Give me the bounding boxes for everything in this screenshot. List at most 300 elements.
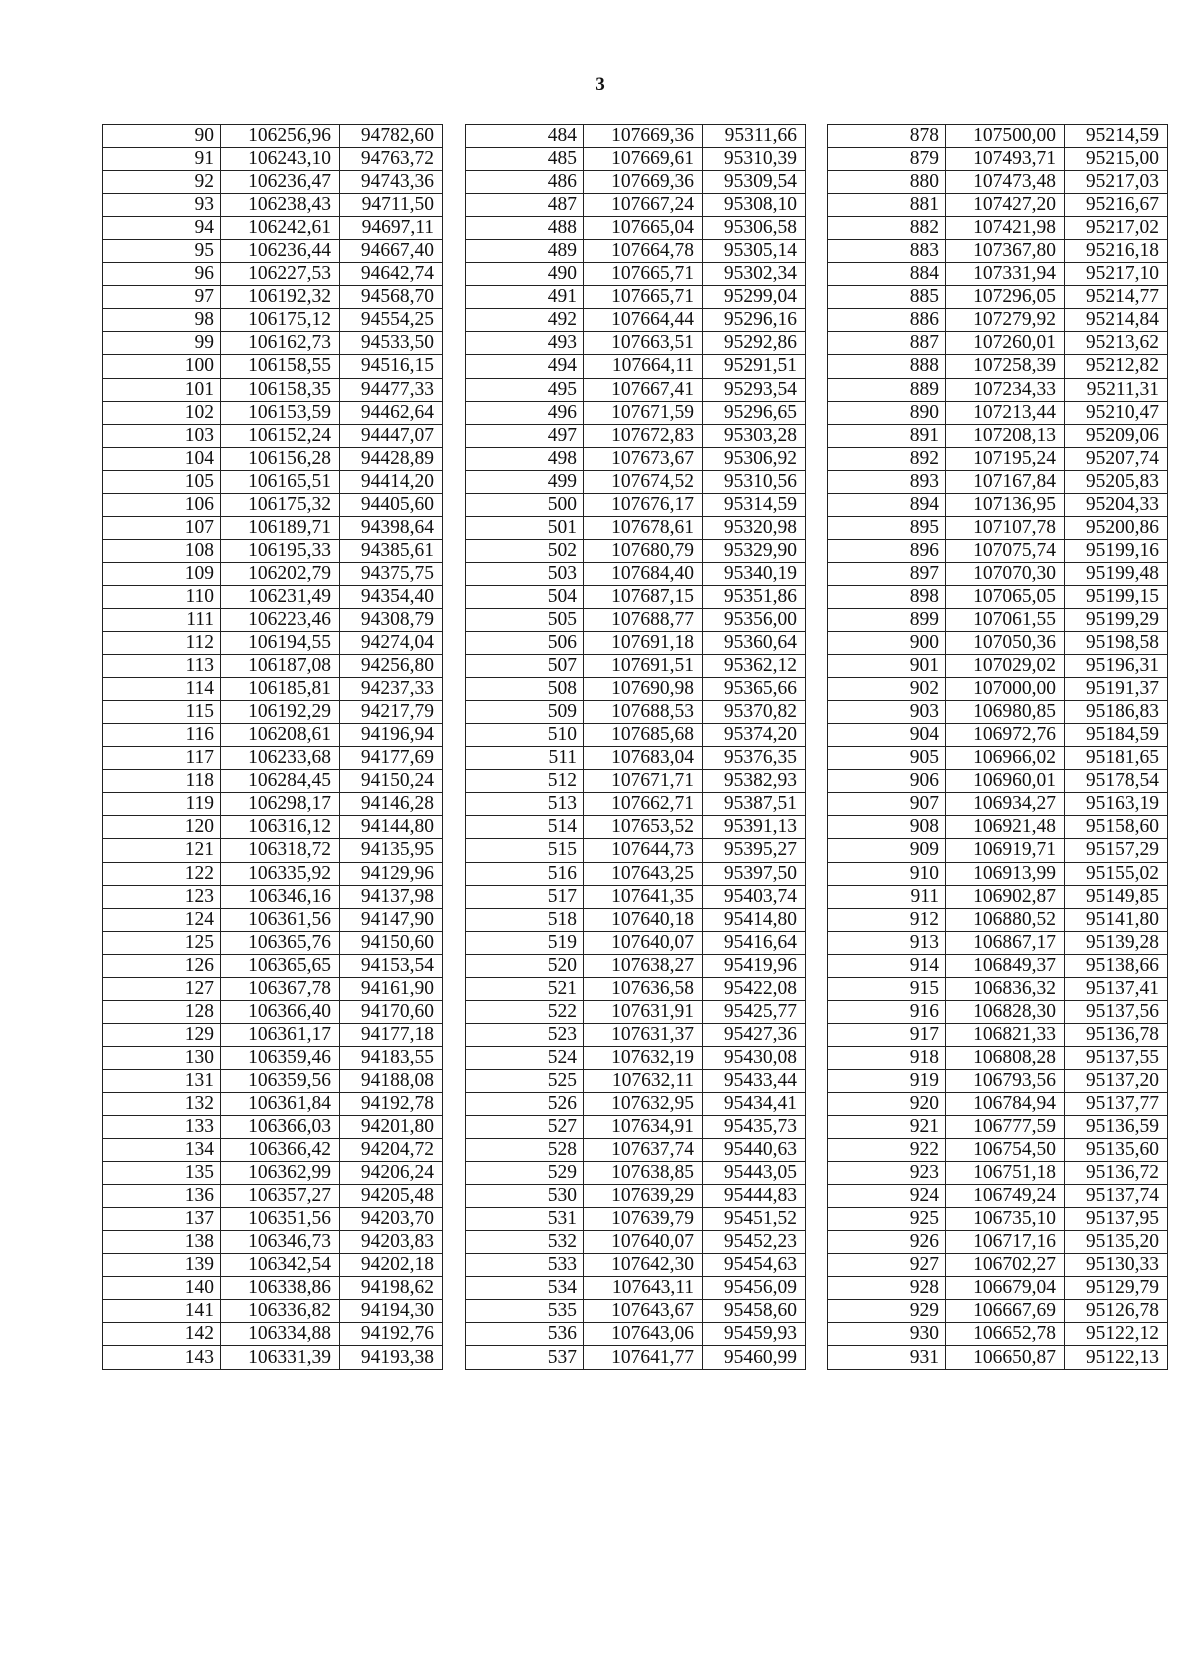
y-coordinate-cell: 94183,55 (340, 1046, 443, 1069)
table-row (828, 470, 1168, 493)
point-number-cell: 111 (103, 608, 221, 631)
y-coordinate-cell: 94462,64 (340, 401, 443, 424)
y-coordinate-cell: 95199,48 (1065, 562, 1168, 585)
table-row (466, 1046, 806, 1069)
table-row (828, 1162, 1168, 1185)
table-row (466, 1092, 806, 1115)
y-coordinate-cell: 95214,84 (1065, 309, 1168, 332)
x-coordinate-cell: 106187,08 (221, 655, 340, 678)
point-number-cell: 921 (828, 1116, 946, 1139)
x-coordinate-cell: 106777,59 (946, 1116, 1065, 1139)
table-row (828, 1023, 1168, 1046)
y-coordinate-cell: 95451,52 (703, 1208, 806, 1231)
table-row (103, 724, 443, 747)
point-number-cell: 912 (828, 908, 946, 931)
y-coordinate-cell: 94144,80 (340, 816, 443, 839)
point-number-cell: 918 (828, 1046, 946, 1069)
table-row (103, 770, 443, 793)
table-row (466, 1323, 806, 1346)
y-coordinate-cell: 95456,09 (703, 1277, 806, 1300)
point-number-cell: 886 (828, 309, 946, 332)
point-number-cell: 890 (828, 401, 946, 424)
y-coordinate-cell: 94192,78 (340, 1092, 443, 1115)
point-number-cell: 94 (103, 217, 221, 240)
table-row (828, 562, 1168, 585)
table-row (828, 977, 1168, 1000)
x-coordinate-cell: 107213,44 (946, 401, 1065, 424)
table-row (103, 148, 443, 171)
x-coordinate-cell: 106749,24 (946, 1185, 1065, 1208)
y-coordinate-cell: 95157,29 (1065, 839, 1168, 862)
x-coordinate-cell: 106980,85 (946, 701, 1065, 724)
point-number-cell: 487 (466, 194, 584, 217)
point-number-cell: 917 (828, 1023, 946, 1046)
point-number-cell: 95 (103, 240, 221, 263)
x-coordinate-cell: 106153,59 (221, 401, 340, 424)
point-number-cell: 889 (828, 378, 946, 401)
x-coordinate-cell: 107673,67 (584, 447, 703, 470)
point-number-cell: 93 (103, 194, 221, 217)
table-row (103, 1323, 443, 1346)
y-coordinate-cell: 95137,74 (1065, 1185, 1168, 1208)
table-row (103, 194, 443, 217)
x-coordinate-cell: 106236,47 (221, 171, 340, 194)
y-coordinate-cell: 95137,55 (1065, 1046, 1168, 1069)
table-row (103, 539, 443, 562)
table-row (103, 1254, 443, 1277)
table-row (466, 516, 806, 539)
point-number-cell: 881 (828, 194, 946, 217)
y-coordinate-cell: 95138,66 (1065, 954, 1168, 977)
x-coordinate-cell: 106902,87 (946, 885, 1065, 908)
point-number-cell: 118 (103, 770, 221, 793)
x-coordinate-cell: 107667,24 (584, 194, 703, 217)
table-row (466, 194, 806, 217)
table-row (103, 286, 443, 309)
x-coordinate-cell: 106960,01 (946, 770, 1065, 793)
y-coordinate-cell: 95351,86 (703, 585, 806, 608)
table-row (466, 585, 806, 608)
y-coordinate-cell: 95135,60 (1065, 1139, 1168, 1162)
y-coordinate-cell: 95196,31 (1065, 655, 1168, 678)
table-row (466, 424, 806, 447)
table-row (828, 1185, 1168, 1208)
point-number-cell: 537 (466, 1346, 584, 1369)
y-coordinate-cell: 95452,23 (703, 1231, 806, 1254)
point-number-cell: 906 (828, 770, 946, 793)
point-number-cell: 892 (828, 447, 946, 470)
y-coordinate-cell: 95149,85 (1065, 885, 1168, 908)
x-coordinate-cell: 107640,18 (584, 908, 703, 931)
table-row (103, 701, 443, 724)
point-number-cell: 878 (828, 125, 946, 148)
table-row (103, 862, 443, 885)
point-number-cell: 920 (828, 1092, 946, 1115)
point-number-cell: 134 (103, 1139, 221, 1162)
point-number-cell: 107 (103, 516, 221, 539)
point-number-cell: 143 (103, 1346, 221, 1369)
x-coordinate-cell: 106751,18 (946, 1162, 1065, 1185)
y-coordinate-cell: 95422,08 (703, 977, 806, 1000)
point-number-cell: 888 (828, 355, 946, 378)
y-coordinate-cell: 95137,77 (1065, 1092, 1168, 1115)
x-coordinate-cell: 107669,61 (584, 148, 703, 171)
x-coordinate-cell: 106231,49 (221, 585, 340, 608)
point-number-cell: 924 (828, 1185, 946, 1208)
y-coordinate-cell: 95212,82 (1065, 355, 1168, 378)
y-coordinate-cell: 95163,19 (1065, 793, 1168, 816)
table-row (466, 539, 806, 562)
y-coordinate-cell: 95391,13 (703, 816, 806, 839)
x-coordinate-cell: 107665,71 (584, 286, 703, 309)
y-coordinate-cell: 94642,74 (340, 263, 443, 286)
y-coordinate-cell: 94135,95 (340, 839, 443, 862)
table-row (466, 770, 806, 793)
y-coordinate-cell: 95216,18 (1065, 240, 1168, 263)
y-coordinate-cell: 94194,30 (340, 1300, 443, 1323)
y-coordinate-cell: 95211,31 (1065, 378, 1168, 401)
y-coordinate-cell: 94477,33 (340, 378, 443, 401)
x-coordinate-cell: 107663,51 (584, 332, 703, 355)
y-coordinate-cell: 94147,90 (340, 908, 443, 931)
table-row (103, 839, 443, 862)
table-row (828, 839, 1168, 862)
point-number-cell: 504 (466, 585, 584, 608)
y-coordinate-cell: 95382,93 (703, 770, 806, 793)
point-number-cell: 120 (103, 816, 221, 839)
table-row (103, 1208, 443, 1231)
x-coordinate-cell: 107643,25 (584, 862, 703, 885)
y-coordinate-cell: 94137,98 (340, 885, 443, 908)
y-coordinate-cell: 95186,83 (1065, 701, 1168, 724)
y-coordinate-cell: 95365,66 (703, 678, 806, 701)
x-coordinate-cell: 106208,61 (221, 724, 340, 747)
table-row (828, 1092, 1168, 1115)
point-number-cell: 126 (103, 954, 221, 977)
table-row (466, 1139, 806, 1162)
point-number-cell: 521 (466, 977, 584, 1000)
point-number-cell: 506 (466, 632, 584, 655)
x-coordinate-cell: 106784,94 (946, 1092, 1065, 1115)
table-row (828, 171, 1168, 194)
x-coordinate-cell: 106934,27 (946, 793, 1065, 816)
x-coordinate-cell: 106913,99 (946, 862, 1065, 885)
x-coordinate-cell: 106256,96 (221, 125, 340, 148)
point-number-cell: 105 (103, 470, 221, 493)
y-coordinate-cell: 94398,64 (340, 516, 443, 539)
table-row (103, 263, 443, 286)
point-number-cell: 911 (828, 885, 946, 908)
table-row (103, 493, 443, 516)
y-coordinate-cell: 95178,54 (1065, 770, 1168, 793)
point-number-cell: 895 (828, 516, 946, 539)
y-coordinate-cell: 94256,80 (340, 655, 443, 678)
x-coordinate-cell: 107260,01 (946, 332, 1065, 355)
x-coordinate-cell: 106331,39 (221, 1346, 340, 1369)
y-coordinate-cell: 94711,50 (340, 194, 443, 217)
y-coordinate-cell: 95296,65 (703, 401, 806, 424)
table-row (466, 1185, 806, 1208)
y-coordinate-cell: 95207,74 (1065, 447, 1168, 470)
y-coordinate-cell: 95425,77 (703, 1000, 806, 1023)
x-coordinate-cell: 107665,71 (584, 263, 703, 286)
x-coordinate-cell: 106366,03 (221, 1116, 340, 1139)
table-row (466, 931, 806, 954)
x-coordinate-cell: 107638,27 (584, 954, 703, 977)
table-row (828, 217, 1168, 240)
point-number-cell: 535 (466, 1300, 584, 1323)
y-coordinate-cell: 95460,99 (703, 1346, 806, 1369)
point-number-cell: 517 (466, 885, 584, 908)
point-number-cell: 500 (466, 493, 584, 516)
table-row (828, 747, 1168, 770)
point-number-cell: 532 (466, 1231, 584, 1254)
x-coordinate-cell: 107331,94 (946, 263, 1065, 286)
y-coordinate-cell: 95158,60 (1065, 816, 1168, 839)
y-coordinate-cell: 94201,80 (340, 1116, 443, 1139)
x-coordinate-cell: 107632,95 (584, 1092, 703, 1115)
x-coordinate-cell: 106821,33 (946, 1023, 1065, 1046)
point-number-cell: 137 (103, 1208, 221, 1231)
table-row (103, 1069, 443, 1092)
table-row (828, 585, 1168, 608)
table-row (828, 1254, 1168, 1277)
table-row (828, 816, 1168, 839)
x-coordinate-cell: 106365,76 (221, 931, 340, 954)
x-coordinate-cell: 106346,16 (221, 885, 340, 908)
point-number-cell: 919 (828, 1069, 946, 1092)
point-number-cell: 520 (466, 954, 584, 977)
table-row (103, 908, 443, 931)
y-coordinate-cell: 95137,95 (1065, 1208, 1168, 1231)
y-coordinate-cell: 95135,20 (1065, 1231, 1168, 1254)
y-coordinate-cell: 95181,65 (1065, 747, 1168, 770)
table-row (103, 378, 443, 401)
x-coordinate-cell: 106849,37 (946, 954, 1065, 977)
table-row (103, 885, 443, 908)
y-coordinate-cell: 95209,06 (1065, 424, 1168, 447)
table-row (466, 1023, 806, 1046)
x-coordinate-cell: 106185,81 (221, 678, 340, 701)
table-row (828, 931, 1168, 954)
x-coordinate-cell: 106346,73 (221, 1231, 340, 1254)
point-number-cell: 117 (103, 747, 221, 770)
point-number-cell: 531 (466, 1208, 584, 1231)
x-coordinate-cell: 106175,32 (221, 493, 340, 516)
y-coordinate-cell: 94667,40 (340, 240, 443, 263)
table-row (828, 355, 1168, 378)
point-number-cell: 900 (828, 632, 946, 655)
table-row (466, 240, 806, 263)
x-coordinate-cell: 106966,02 (946, 747, 1065, 770)
point-number-cell: 879 (828, 148, 946, 171)
x-coordinate-cell: 107065,05 (946, 585, 1065, 608)
point-number-cell: 915 (828, 977, 946, 1000)
point-number-cell: 508 (466, 678, 584, 701)
table-row (828, 424, 1168, 447)
x-coordinate-cell: 107641,77 (584, 1346, 703, 1369)
x-coordinate-cell: 107676,17 (584, 493, 703, 516)
x-coordinate-cell: 107638,85 (584, 1162, 703, 1185)
y-coordinate-cell: 94516,15 (340, 355, 443, 378)
x-coordinate-cell: 106361,56 (221, 908, 340, 931)
x-coordinate-cell: 107664,78 (584, 240, 703, 263)
point-number-cell: 898 (828, 585, 946, 608)
point-number-cell: 883 (828, 240, 946, 263)
point-number-cell: 121 (103, 839, 221, 862)
point-number-cell: 904 (828, 724, 946, 747)
point-number-cell: 894 (828, 493, 946, 516)
table-row (828, 724, 1168, 747)
x-coordinate-cell: 106342,54 (221, 1254, 340, 1277)
table-row (466, 447, 806, 470)
y-coordinate-cell: 95136,72 (1065, 1162, 1168, 1185)
y-coordinate-cell: 95414,80 (703, 908, 806, 931)
y-coordinate-cell: 94428,89 (340, 447, 443, 470)
x-coordinate-cell: 107691,18 (584, 632, 703, 655)
y-coordinate-cell: 95340,19 (703, 562, 806, 585)
table-row (828, 332, 1168, 355)
y-coordinate-cell: 94161,90 (340, 977, 443, 1000)
x-coordinate-cell: 106808,28 (946, 1046, 1065, 1069)
x-coordinate-cell: 107669,36 (584, 125, 703, 148)
point-number-cell: 525 (466, 1069, 584, 1092)
table-row (103, 332, 443, 355)
point-number-cell: 928 (828, 1277, 946, 1300)
table-row (466, 217, 806, 240)
x-coordinate-cell: 107688,53 (584, 701, 703, 724)
table-row (828, 770, 1168, 793)
point-number-cell: 139 (103, 1254, 221, 1277)
y-coordinate-cell: 95291,51 (703, 355, 806, 378)
x-coordinate-cell: 106650,87 (946, 1346, 1065, 1369)
point-number-cell: 901 (828, 655, 946, 678)
x-coordinate-cell: 107493,71 (946, 148, 1065, 171)
x-coordinate-cell: 106717,16 (946, 1231, 1065, 1254)
table-row (103, 217, 443, 240)
x-coordinate-cell: 107029,02 (946, 655, 1065, 678)
point-number-cell: 98 (103, 309, 221, 332)
table-row (828, 1231, 1168, 1254)
y-coordinate-cell: 94414,20 (340, 470, 443, 493)
point-number-cell: 927 (828, 1254, 946, 1277)
point-number-cell: 515 (466, 839, 584, 862)
x-coordinate-cell: 107665,04 (584, 217, 703, 240)
x-coordinate-cell: 107107,78 (946, 516, 1065, 539)
point-number-cell: 913 (828, 931, 946, 954)
table-row (466, 885, 806, 908)
x-coordinate-cell: 106702,27 (946, 1254, 1065, 1277)
y-coordinate-cell: 95137,41 (1065, 977, 1168, 1000)
x-coordinate-cell: 107195,24 (946, 447, 1065, 470)
point-number-cell: 122 (103, 862, 221, 885)
x-coordinate-cell: 106189,71 (221, 516, 340, 539)
table-row (466, 1277, 806, 1300)
table-row (103, 1116, 443, 1139)
y-coordinate-cell: 95320,98 (703, 516, 806, 539)
point-number-cell: 503 (466, 562, 584, 585)
table-row (828, 1323, 1168, 1346)
x-coordinate-cell: 106236,44 (221, 240, 340, 263)
table-row (103, 562, 443, 585)
table-row (466, 1300, 806, 1323)
table-row (828, 539, 1168, 562)
x-coordinate-cell: 106361,17 (221, 1023, 340, 1046)
point-number-cell: 112 (103, 632, 221, 655)
table-row (103, 585, 443, 608)
point-number-cell: 494 (466, 355, 584, 378)
y-coordinate-cell: 94274,04 (340, 632, 443, 655)
table-row (103, 1185, 443, 1208)
x-coordinate-cell: 106828,30 (946, 1000, 1065, 1023)
table-row (466, 1162, 806, 1185)
point-number-cell: 516 (466, 862, 584, 885)
y-coordinate-cell: 95435,73 (703, 1116, 806, 1139)
x-coordinate-cell: 106867,17 (946, 931, 1065, 954)
x-coordinate-cell: 107664,11 (584, 355, 703, 378)
x-coordinate-cell: 106351,56 (221, 1208, 340, 1231)
point-number-cell: 124 (103, 908, 221, 931)
x-coordinate-cell: 107061,55 (946, 608, 1065, 631)
table-row (466, 1231, 806, 1254)
table-row (828, 608, 1168, 631)
y-coordinate-cell: 94405,60 (340, 493, 443, 516)
table-row (828, 678, 1168, 701)
table-row (828, 401, 1168, 424)
table-row (466, 125, 806, 148)
y-coordinate-cell: 95299,04 (703, 286, 806, 309)
x-coordinate-cell: 107678,61 (584, 516, 703, 539)
x-coordinate-cell: 106367,78 (221, 977, 340, 1000)
x-coordinate-cell: 107640,07 (584, 931, 703, 954)
x-coordinate-cell: 106284,45 (221, 770, 340, 793)
table-row (103, 1277, 443, 1300)
x-coordinate-cell: 106366,40 (221, 1000, 340, 1023)
point-number-cell: 142 (103, 1323, 221, 1346)
point-number-cell: 910 (828, 862, 946, 885)
x-coordinate-cell: 106162,73 (221, 332, 340, 355)
y-coordinate-cell: 95199,29 (1065, 608, 1168, 631)
y-coordinate-cell: 95444,83 (703, 1185, 806, 1208)
y-coordinate-cell: 94177,18 (340, 1023, 443, 1046)
table-row (103, 240, 443, 263)
x-coordinate-cell: 107643,06 (584, 1323, 703, 1346)
point-number-cell: 931 (828, 1346, 946, 1369)
point-number-cell: 914 (828, 954, 946, 977)
x-coordinate-cell: 107643,11 (584, 1277, 703, 1300)
point-number-cell: 100 (103, 355, 221, 378)
table-row (103, 125, 443, 148)
table-row (466, 562, 806, 585)
table-row (466, 332, 806, 355)
point-number-cell: 109 (103, 562, 221, 585)
y-coordinate-cell: 95416,64 (703, 931, 806, 954)
y-coordinate-cell: 95310,39 (703, 148, 806, 171)
table-row (103, 1092, 443, 1115)
y-coordinate-cell: 95308,10 (703, 194, 806, 217)
x-coordinate-cell: 106233,68 (221, 747, 340, 770)
x-coordinate-cell: 107075,74 (946, 539, 1065, 562)
point-number-cell: 513 (466, 793, 584, 816)
table-row (828, 908, 1168, 931)
x-coordinate-cell: 106158,35 (221, 378, 340, 401)
table-row (103, 1023, 443, 1046)
table-row (466, 1208, 806, 1231)
x-coordinate-cell: 106298,17 (221, 793, 340, 816)
x-coordinate-cell: 106227,53 (221, 263, 340, 286)
x-coordinate-cell: 106359,46 (221, 1046, 340, 1069)
y-coordinate-cell: 95204,33 (1065, 493, 1168, 516)
